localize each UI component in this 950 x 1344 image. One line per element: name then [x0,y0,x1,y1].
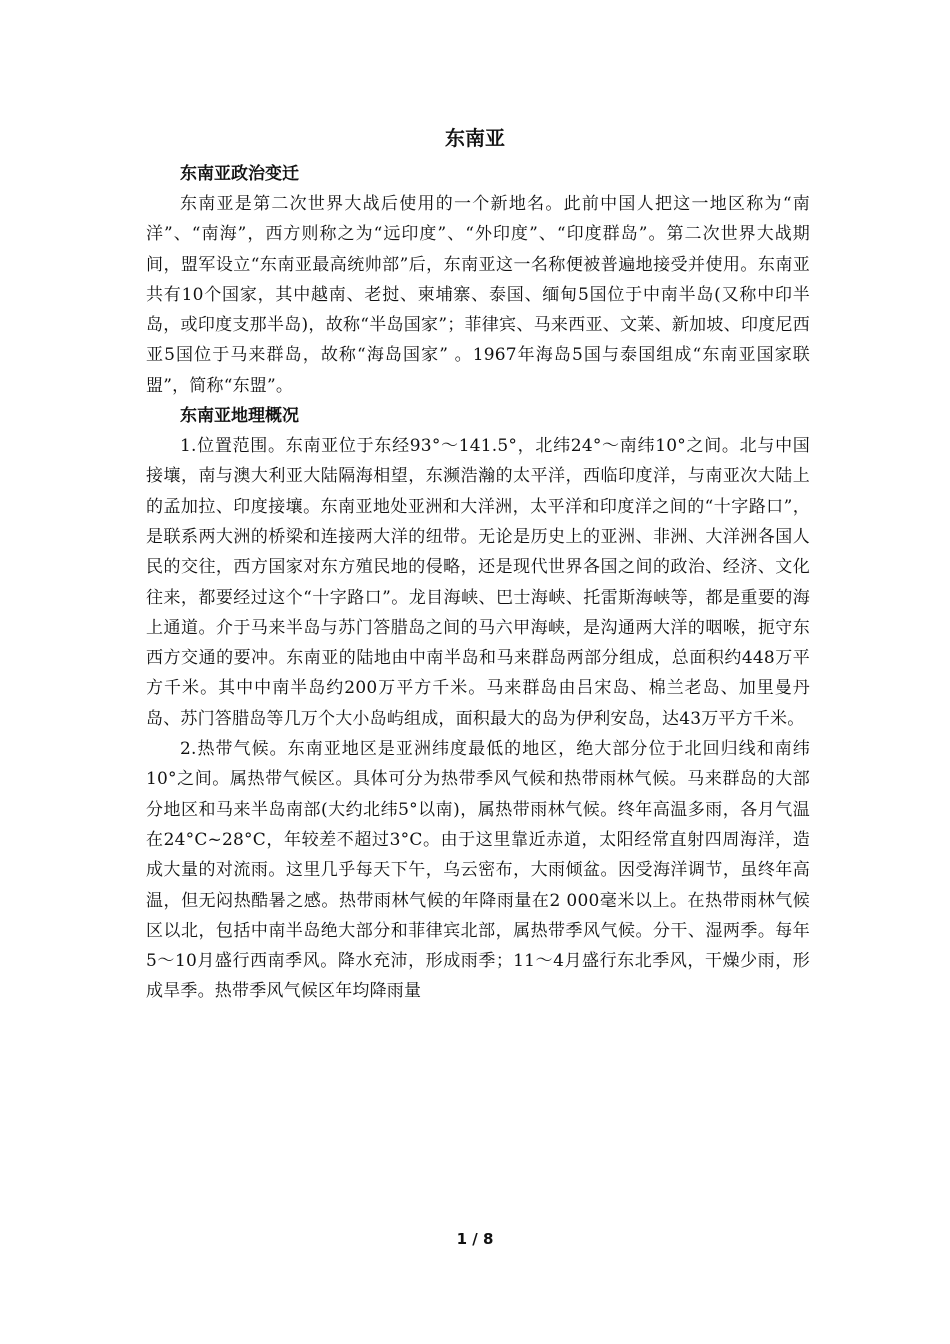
paragraph-climate: 2.热带气候。东南亚地区是亚洲纬度最低的地区，绝大部分位于北回归线和南纬10°之间。属热带气候区。具体可分为热带季风气候和热带雨林气候。马来群岛的大部分地区和马来半岛南部(大约北纬5°以南)，属热带雨林气候。终年高温多雨，各月气温在24°C~28°C，年较差不超过3°C。由于这里靠近赤道，太阳经常直射四周海洋，造成大量的对流雨。这里几乎每天下午，乌云密布，大雨倾盆。因受海洋调节，虽终年高温，但无闷热酷暑之感。热带雨林气候的年降雨量在2 000毫米以上。在热带雨林气候区以北，包括中南半岛绝大部分和菲律宾北部，属热带季风气候。分干、湿两季。每年5～10月盛行西南季风。降水充沛，形成雨季；11～4月盛行东北季风，干燥少雨，形成旱季。热带季风气候区年均降雨量 [146,739,810,1002]
paragraph-politics: 东南亚是第二次世界大战后使用的一个新地名。此前中国人把这一地区称为“南洋”、“南海”，西方则称之为“远印度”、“外印度”、“印度群岛”。第二次世界大战期间，盟军设立“东南亚最高统帅部”后，东南亚这一名称便被普遍地接受并使用。东南亚共有10个国家，其中越南、老挝、柬埔寨、泰国、缅甸5国位于中南半岛(又称中印半岛，或印度支那半岛)，故称“半岛国家”；菲律宾、马来西亚、文莱、新加坡、印度尼西亚5国位于马来群岛，故称“海岛国家” 。1967年海岛5国与泰国组成“东南亚国家联盟”，简称“东盟”。 [146,194,810,396]
page-number: 1 / 8 [456,1230,494,1248]
section-heading-geography: 东南亚地理概况 [180,406,299,427]
section-heading-politics: 东南亚政治变迁 [180,164,299,184]
paragraph-location: 1.位置范围。东南亚位于东经93°～141.5°，北纬24°～南纬10°之间。北与中国接壤，南与澳大利亚大陆隔海相望，东濒浩瀚的太平洋，西临印度洋，与南亚次大陆上的孟加拉、印度接壤。东南亚地处亚洲和大洋洲，太平洋和印度洋之间的“十字路口”，是联系两大洲的桥梁和连接两大洋的纽带。无论是历史上的亚洲、非洲、大洋洲各国人民的交往，西方国家对东方殖民地的侵略，还是现代世界各国之间的政治、经济、文化往来，都要经过这个“十字路口”。龙目海峡、巴士海峡、托雷斯海峡等，都是重要的海上通道。介于马来半岛与苏门答腊岛之间的马六甲海峡，是沟通两大洋的咽喉，扼守东西方交通的要冲。东南亚的陆地由中南半岛和马来群岛两部分组成，总面积约448万平方千米。其中中南半岛约200万平方千米。马来群岛由吕宋岛、棉兰老岛、加里曼丹岛、苏门答腊岛等几万个大小岛屿组成，面积最大的岛为伊利安岛，达43万平方千米。 [146,436,810,729]
document-body [146,159,810,1007]
document-title: 东南亚 [445,126,505,150]
